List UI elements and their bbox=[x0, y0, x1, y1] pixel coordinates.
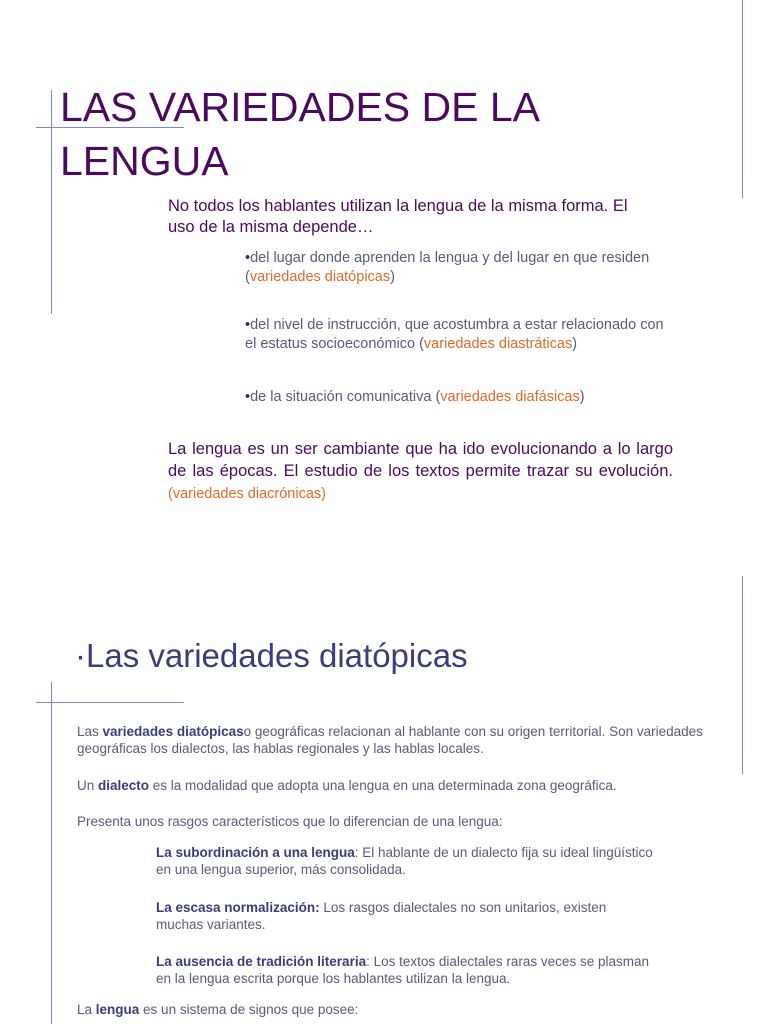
bullet-dot: • bbox=[245, 317, 251, 333]
feature-text: : Los textos dialectales raras veces se plasman en la lengua escrita porque los hablantes utilizan la lengua. bbox=[156, 954, 649, 986]
bullet-text: del nivel de instrucción, que acostumbra a estar relacionado con el estatus socioeconómico ( bbox=[245, 317, 664, 352]
feature-bold: La escasa normalización: bbox=[156, 900, 320, 915]
feature-text: Los rasgos dialectales no son unitarios, existen muchas variantes. bbox=[156, 900, 607, 932]
p4-pre: La bbox=[77, 1002, 96, 1017]
feature-tradicion bbox=[156, 953, 656, 987]
decor-vertical-line-left bbox=[51, 90, 52, 314]
bullet-diastratic bbox=[245, 316, 675, 354]
decor-vertical-line-left bbox=[51, 682, 52, 1024]
paragraph-diatopic bbox=[77, 723, 717, 757]
p2-post: es la modalidad que adopta una lengua en una determinada zona geográfica. bbox=[149, 778, 617, 793]
feature-normalizacion bbox=[156, 899, 656, 933]
slide-2 bbox=[0, 512, 768, 1024]
p1-post: o geográficas relacionan al hablante con su origen territorial. Son variedades geográficas los dialectos, las hablas regionales y las hablas locales. bbox=[77, 724, 703, 756]
bullet-close: ) bbox=[390, 269, 395, 285]
slide-1-title: LAS VARIEDADES DE LA LENGUA bbox=[60, 84, 538, 184]
title-mark: · bbox=[75, 637, 86, 674]
p4-post: es un sistema de signos que posee: bbox=[139, 1002, 359, 1017]
feature-bold: La ausencia de tradición literaria bbox=[156, 954, 367, 969]
bullet-close: ) bbox=[572, 336, 578, 352]
paragraph-dialecto bbox=[77, 777, 717, 794]
bullet-dot: • bbox=[245, 250, 251, 266]
p2-pre: Un bbox=[77, 778, 99, 793]
decor-horizontal-line bbox=[36, 702, 184, 703]
decor-vertical-line-right bbox=[742, 576, 743, 774]
outro-body: La lengua es un ser cambiante que ha ido evolucionando a lo largo de las épocas. El estudio de los textos permite trazar su evolución. bbox=[168, 440, 673, 480]
p4-bold: lengua bbox=[95, 1002, 140, 1017]
p2-bold: dialecto bbox=[98, 778, 150, 793]
intro-text: No todos los hablantes utilizan la lengua de la misma forma. El uso de la misma depende… bbox=[168, 197, 628, 236]
bullet-diaphasic bbox=[245, 388, 675, 407]
bullet-highlight: variedades diafásicas bbox=[440, 389, 580, 405]
p1-pre: Las bbox=[77, 724, 103, 739]
bullet-text: del lugar donde aprenden la lengua y del lugar en que residen ( bbox=[245, 250, 650, 285]
p1-bold: variedades diatópicas bbox=[102, 724, 244, 739]
feature-text: : El hablante de un dialecto fija su ideal lingüístico en una lengua superior, más consolidada. bbox=[156, 845, 653, 877]
bullet-highlight: variedades diastráticas bbox=[423, 336, 573, 352]
bullet-close: ) bbox=[579, 389, 585, 405]
bullet-dot: • bbox=[245, 389, 251, 405]
paragraph-lengua bbox=[77, 1001, 717, 1018]
bullet-text: de la situación comunicativa ( bbox=[250, 389, 441, 405]
outro-highlight: (variedades diacrónicas) bbox=[168, 486, 326, 502]
decor-vertical-line-right bbox=[742, 0, 743, 198]
outro-text bbox=[168, 438, 673, 505]
feature-subordinacion bbox=[156, 844, 656, 878]
paragraph-rasgos: Presenta unos rasgos característicos que lo diferencian de una lengua: bbox=[77, 814, 503, 829]
bullet-highlight: variedades diatópicas bbox=[249, 269, 391, 285]
title-text: Las variedades diatópicas bbox=[86, 637, 468, 674]
bullet-diatopic bbox=[245, 249, 675, 287]
feature-bold: La subordinación a una lengua bbox=[156, 845, 355, 860]
slide-2-title bbox=[75, 634, 468, 678]
